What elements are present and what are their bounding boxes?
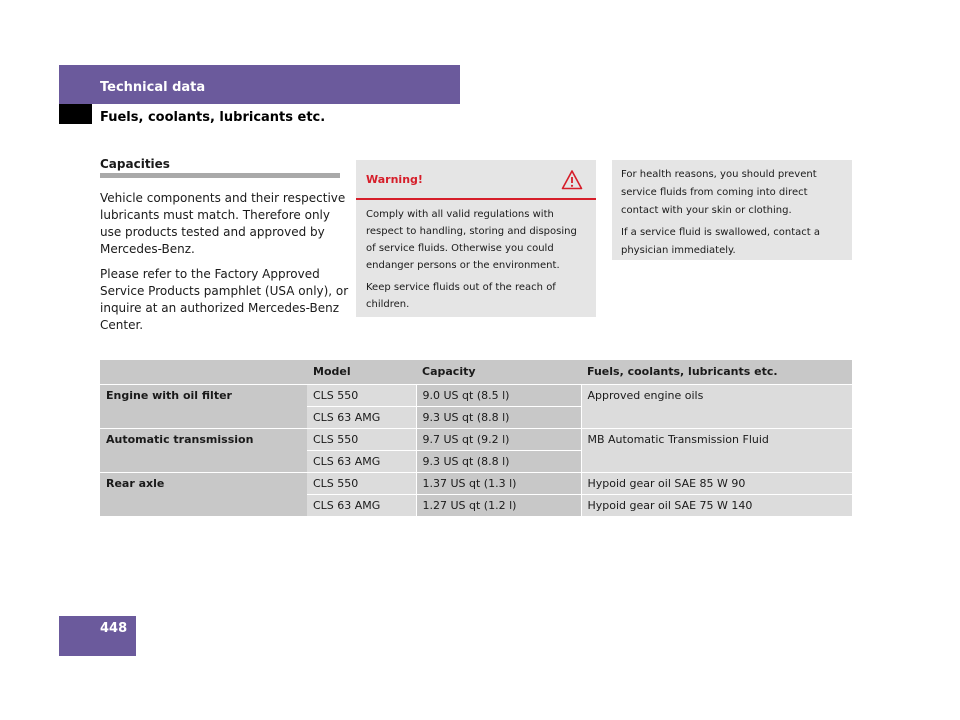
model-cell: CLS 550 bbox=[307, 428, 416, 450]
table-row bbox=[100, 428, 852, 450]
capacity-cell: 1.37 US qt (1.3 l) bbox=[416, 472, 581, 494]
component-cell: Rear axle bbox=[100, 472, 307, 516]
health-paragraph: If a service fluid is swallowed, contact a physician immediately. bbox=[621, 227, 821, 256]
table-header-row bbox=[100, 360, 852, 384]
intro-paragraph: Vehicle components and their respective lubricants must match. Therefore only use products tested and approved by Mercedes-Benz. bbox=[100, 191, 346, 256]
warning-paragraph: Comply with all valid regulations with respect to handling, storing and disposing of service fluids. Otherwise you could endanger persons or the environment. bbox=[366, 209, 577, 271]
component-cell: Automatic transmission bbox=[100, 428, 307, 472]
warning-box bbox=[356, 160, 596, 317]
capacity-cell: 1.27 US qt (1.2 l) bbox=[416, 494, 581, 516]
column-header-capacity: Capacity bbox=[416, 360, 581, 384]
warning-text bbox=[366, 206, 588, 318]
fluid-cell: Hypoid gear oil SAE 75 W 140 bbox=[581, 494, 852, 516]
column-header-fluid: Fuels, coolants, lubricants etc. bbox=[581, 360, 852, 384]
table-row bbox=[100, 384, 852, 406]
capacity-table bbox=[100, 360, 852, 517]
fluid-cell: Approved engine oils bbox=[581, 384, 852, 428]
warning-label: Warning! bbox=[366, 173, 423, 186]
column-header-model: Model bbox=[307, 360, 416, 384]
model-cell: CLS 63 AMG bbox=[307, 494, 416, 516]
fluid-cell: MB Automatic Transmission Fluid bbox=[581, 428, 852, 472]
capacities-heading: Capacities bbox=[100, 157, 170, 171]
model-cell: CLS 63 AMG bbox=[307, 450, 416, 472]
warning-header bbox=[356, 160, 596, 200]
capacity-cell: 9.3 US qt (8.8 l) bbox=[416, 450, 581, 472]
intro-paragraph: Please refer to the Factory Approved Service Products pamphlet (USA only), or inquire at an authorized Mercedes-Benz Center. bbox=[100, 267, 349, 332]
component-cell: Engine with oil filter bbox=[100, 384, 307, 428]
warning-paragraph: Keep service fluids out of the reach of children. bbox=[366, 282, 556, 310]
capacity-cell: 9.7 US qt (9.2 l) bbox=[416, 428, 581, 450]
chapter-title: Technical data bbox=[100, 80, 206, 95]
model-cell: CLS 550 bbox=[307, 384, 416, 406]
intro-text bbox=[100, 190, 350, 342]
table-row bbox=[100, 472, 852, 494]
health-note-text bbox=[621, 166, 847, 264]
capacity-cell: 9.3 US qt (8.8 l) bbox=[416, 406, 581, 428]
model-cell: CLS 550 bbox=[307, 472, 416, 494]
health-paragraph: For health reasons, you should prevent service fluids from coming into direct contact with your skin or clothing. bbox=[621, 169, 817, 216]
health-note-box bbox=[612, 160, 852, 260]
capacity-cell: 9.0 US qt (8.5 l) bbox=[416, 384, 581, 406]
column-header-component bbox=[100, 360, 307, 384]
model-cell: CLS 63 AMG bbox=[307, 406, 416, 428]
warning-triangle-icon bbox=[561, 169, 583, 191]
section-marker bbox=[59, 104, 92, 124]
section-title: Fuels, coolants, lubricants etc. bbox=[100, 110, 326, 125]
page-number: 448 bbox=[100, 621, 128, 636]
heading-rule bbox=[100, 173, 340, 178]
fluid-cell: Hypoid gear oil SAE 85 W 90 bbox=[581, 472, 852, 494]
